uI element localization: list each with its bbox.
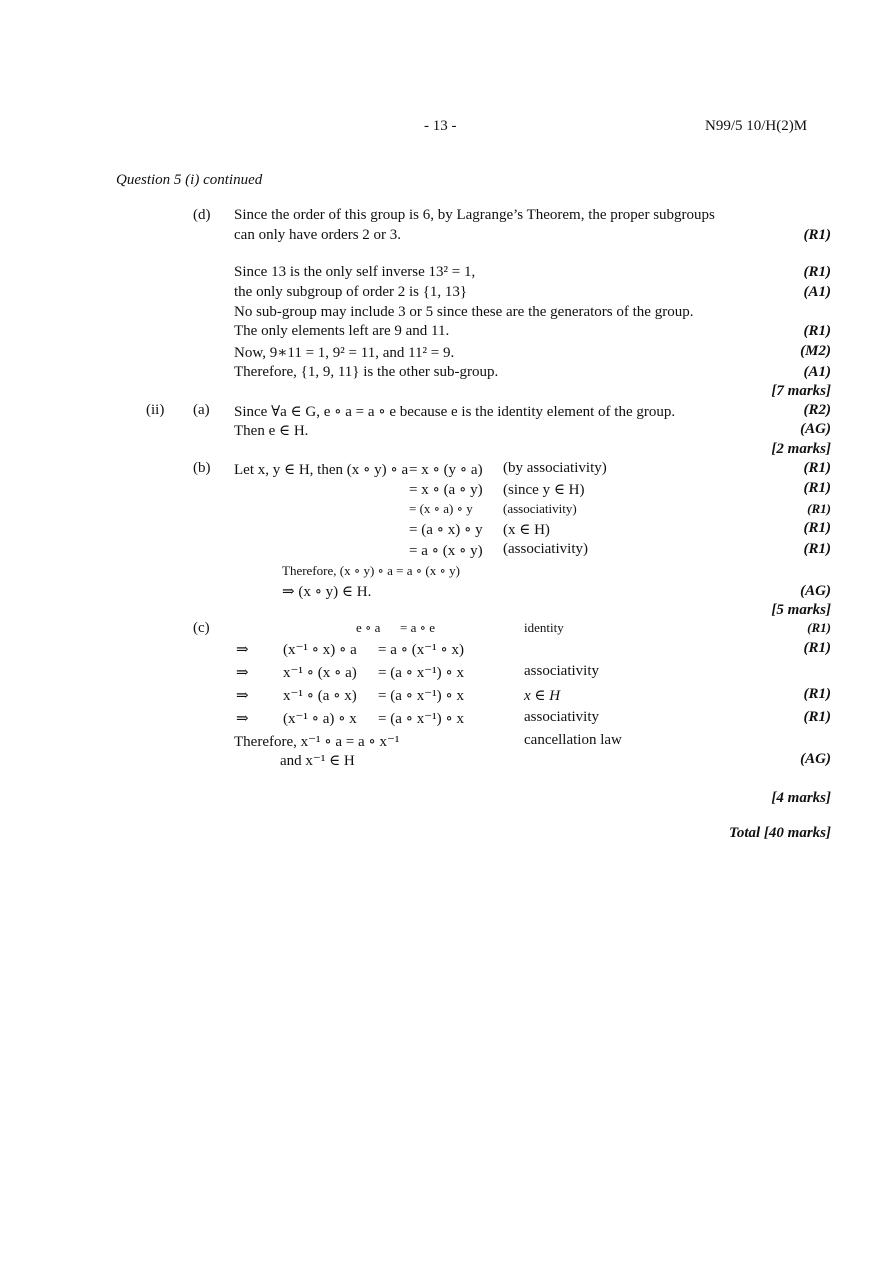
part-b-rhs: = (a ∘ x) ∘ y [409, 522, 483, 538]
part-c-and-line: and x⁻¹ ∈ H [280, 753, 355, 769]
part-b-lhs: Let x, y ∈ H, then (x ∘ y) ∘ a [234, 462, 409, 478]
mark: (R1) [803, 460, 831, 476]
part-c-rhs: = a ∘ (x⁻¹ ∘ x) [378, 642, 464, 658]
part-b-reason: (associativity) [503, 541, 588, 557]
part-c-reason: associativity [524, 709, 599, 725]
page-number: - 13 - [424, 118, 457, 134]
part-d-label: (d) [193, 207, 211, 223]
part-c-therefore: Therefore, x⁻¹ ∘ a = a ∘ x⁻¹ [234, 734, 400, 750]
part-c-rhs: = a ∘ e [400, 620, 435, 635]
part-d-line7: Now, 9∗11 = 1, 9² = 11, and 11² = 9. [234, 345, 455, 361]
part-c-reason: identity [524, 620, 564, 635]
mark: (R1) [807, 620, 831, 635]
part-b-reason: (since y ∈ H) [503, 482, 585, 498]
mark: (AG) [800, 421, 831, 437]
mark: (A1) [803, 364, 831, 380]
marks-total: [4 marks] [771, 790, 831, 806]
part-c-lhs: (x⁻¹ ∘ x) ∘ a [283, 642, 357, 658]
mark: (R1) [803, 709, 831, 725]
implies-arrow: ⇒ [236, 711, 249, 727]
part-c-reason: x ∈ H [524, 688, 561, 704]
part-c-reason: associativity [524, 663, 599, 679]
part-d-line1: Since the order of this group is 6, by Lagrange’s Theorem, the proper subgroups [234, 207, 715, 223]
mark: (R1) [803, 264, 831, 280]
part-a-label: (a) [193, 402, 210, 418]
mark: (R1) [803, 480, 831, 496]
part-c-lhs: (x⁻¹ ∘ a) ∘ x [283, 711, 357, 727]
part-c-lhs: x⁻¹ ∘ (x ∘ a) [283, 665, 357, 681]
mark: (R1) [803, 541, 831, 557]
part-b-rhs: = (x ∘ a) ∘ y [409, 501, 473, 516]
part-c-rhs: = (a ∘ x⁻¹) ∘ x [378, 711, 464, 727]
paper-code: N99/5 10/H(2)M [705, 118, 808, 134]
part-ii-label: (ii) [146, 402, 165, 418]
mark: (AG) [800, 751, 831, 767]
mark: (R1) [803, 640, 831, 656]
part-d-line2: can only have orders 2 or 3. [234, 227, 402, 243]
part-b-rhs: = x ∘ (a ∘ y) [409, 482, 483, 498]
mark: (M2) [800, 343, 831, 359]
part-b-rhs: = x ∘ (y ∘ a) [409, 462, 483, 478]
mark: (R1) [803, 520, 831, 536]
part-d-line4: the only subgroup of order 2 is {1, 13} [234, 284, 468, 300]
part-c-rhs: = (a ∘ x⁻¹) ∘ x [378, 665, 464, 681]
part-d-line3: Since 13 is the only self inverse 13² = 1, [234, 264, 476, 280]
mark: (R1) [803, 686, 831, 702]
part-a-line1: Since ∀a ∈ G, e ∘ a = a ∘ e because e is the identity element of the group. [234, 404, 676, 420]
part-c-lhs: x⁻¹ ∘ (a ∘ x) [283, 688, 357, 704]
marks-total: [7 marks] [771, 383, 831, 399]
marks-total: [5 marks] [771, 602, 831, 618]
mark: (AG) [800, 583, 831, 599]
part-b-reason: (x ∈ H) [503, 522, 550, 538]
part-b-implies: ⇒ (x ∘ y) ∈ H. [282, 584, 372, 600]
mark: (R2) [803, 402, 831, 418]
section-title: Question 5 (i) continued [116, 172, 263, 188]
implies-arrow: ⇒ [236, 688, 249, 704]
part-a-line2: Then e ∈ H. [234, 423, 309, 439]
part-d-line8: Therefore, {1, 9, 11} is the other sub-group. [234, 364, 499, 380]
mark: (R1) [803, 323, 831, 339]
mark: (A1) [803, 284, 831, 300]
part-d-line6: The only elements left are 9 and 11. [234, 323, 450, 339]
implies-arrow: ⇒ [236, 665, 249, 681]
part-b-label: (b) [193, 460, 211, 476]
implies-arrow: ⇒ [236, 642, 249, 658]
part-b-therefore: Therefore, (x ∘ y) ∘ a = a ∘ (x ∘ y) [282, 563, 460, 578]
mark: (R1) [807, 501, 831, 516]
part-b-reason: (associativity) [503, 501, 577, 516]
mark: (R1) [803, 227, 831, 243]
part-c-lhs: e ∘ a [356, 620, 381, 635]
marks-total: [2 marks] [771, 441, 831, 457]
grand-total: Total [40 marks] [729, 825, 831, 841]
part-c-label: (c) [193, 620, 210, 636]
part-c-rhs: = (a ∘ x⁻¹) ∘ x [378, 688, 464, 704]
part-b-reason: (by associativity) [503, 460, 607, 476]
part-b-rhs: = a ∘ (x ∘ y) [409, 543, 483, 559]
part-c-therefore-reason: cancellation law [524, 732, 622, 748]
part-d-line5: No sub-group may include 3 or 5 since these are the generators of the group. [234, 304, 694, 320]
